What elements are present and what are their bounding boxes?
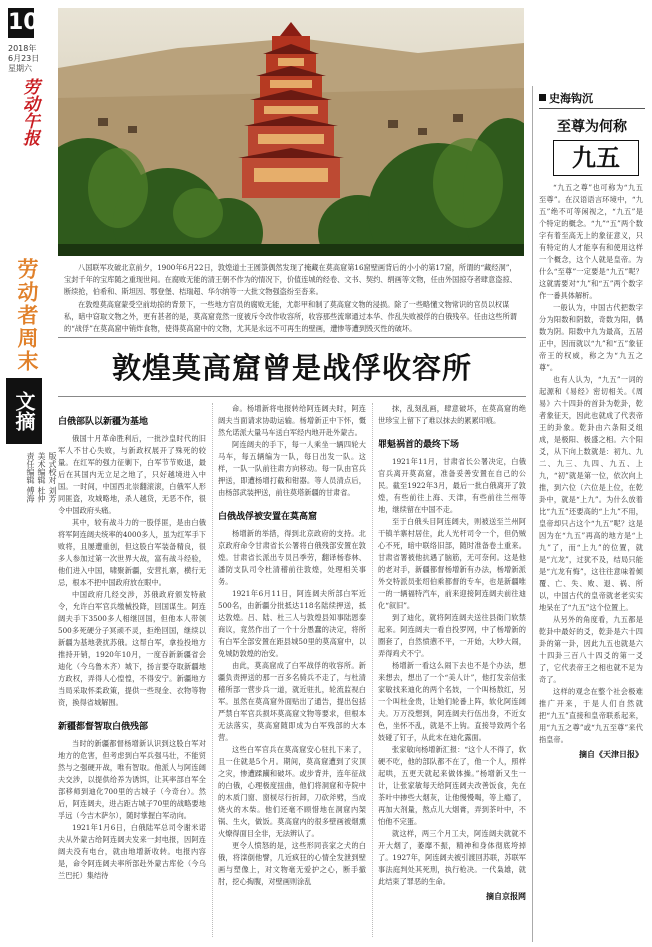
section-name: 文摘 [6, 378, 42, 444]
paragraph: 阿连阔夫的手下，每一人乘坐一辆四轮大马车，每五辆编为一队，每日出发一队。这样，一队一队前往肃方向移动。每一队由官兵押送，即遭杨增打截和钳器。等人员清点后，由杨部武装押送，前往莫塔新疆的甘肃省。 [218, 440, 366, 497]
subheading: 白俄部队以新疆为基地 [58, 417, 149, 427]
paragraph: “九五之尊”也可称为“九五至尊”。在汉语语言环境中，“九五”绝不可等闲视之，“九五”是个特定的概念。“九”“五”两个数字有着至高无上的象征意义，只有特定的人才能享有和使用这样一个概念，这个人就是皇帝。为什么“至尊”一定要是“九五”呢？这就需要对“九”和“五”两个数字作一番具体解析。 [539, 183, 643, 300]
paragraph: 这些白军官兵在莫高窟安心驻扎下来了，且一住就是5个月。期间，莫高窟遭到了灾顶之灾，惨遭蹂躏和破坏。或步背并，连年征战的白俄，心理极度扭曲，他们将洞窟和寺院中的木质门窗、窗棂尽行折卸，刀砍斧劈，当成烧火的木柴。他们还毫不顾惜地在洞窟内架锅、生火，做饭。莫高窟内的很多壁画被烟熏火燎得面目全非，无法辨认了。 [218, 745, 366, 838]
article-headline: 敦煌莫高窟曾是战俘收容所 [111, 351, 472, 385]
date-day: 6月23日 [8, 54, 40, 63]
credit-proofreader: 版式校对 刘芳 [48, 452, 57, 503]
paragraph: 一般认为，中国古代把数字分为阳数和阴数，奇数为阳，偶数为阴。阳数中九为最高，五居正中，因而就以“九”和“五”象征帝王的权威，称之为“九五之尊”。 [539, 303, 643, 372]
paragraph: 杨增新的举措，得到北京政府的支持。北京政府命令甘肃省长公署将白俄残部安置在敦煌。甘肃省长派出专员吕季劳，翻译杨春林、潘防支队司令杜清稽前往敦煌，处理相关事务。 [218, 529, 366, 586]
date-year: 2018年 [8, 44, 37, 53]
paragraph: 到了迪化，就将阿连阔夫送往县衙门软禁起来。阿连阔夫一看自投罗网，中了杨增新的圈套了，自然愤懑不平，一开始，大吵大闹，弄得鸡犬不宁。 [378, 613, 526, 658]
credit-art-editor: 美术编辑 杜仲 [37, 452, 46, 503]
column-divider [372, 403, 373, 937]
article-column-3 [378, 403, 526, 902]
issue-date [8, 44, 42, 74]
article-column-1 [58, 403, 206, 882]
subheading: 新疆都督智取白俄残部 [58, 722, 149, 732]
paragraph: 1921年6月11日，阿连阔夫所部白军近500名，由新疆分批抵达118名陆续押送，抵达敦煌。吕、陆、杜三人与敦煌县知事陆恩泰商议，竟然作出了一个十分愚蠢的决定，将所有白军全部安置在距县城50里的莫高窟中，以免城防敦煌的治安。 [218, 589, 366, 658]
paragraph: 1921年11月，甘肃省长公署决定，白俄官兵离开莫高窟，准备妥善安置在自己的公民。截至1922年3月，最后一批白俄离开了敦煌，有些前往上海、天津，有些前往兰州等地，继续留在中国不走。 [378, 457, 526, 514]
newspaper-brand-logo: 劳动午报 [19, 78, 39, 146]
mogao-caves-nine-storey-pagoda-photo [58, 8, 524, 256]
page-number: 10 [8, 8, 34, 38]
paragraph: 命。杨增新将电报转给阿连阔夫时，阿连阔夫当面请求协助运输。杨增新正中下怀，慨然允诺派大量马车送白军经内地开赴外蒙古。 [218, 404, 366, 437]
paragraph: 更令人愤怒的是，这些形同丧家之犬的白俄，将滦倒他譬，几近疯狂的心情全发泄到壁画与塑像上，对文物毫无爱护之心，断手撤肘，挖心掏腹，对壁画则涂乱 [218, 841, 366, 886]
intro-paragraph: 在敦煌莫高窟蒙受空前劫掠的背景下，一些地方官员的腐败无能，尤彰甲和制了莫高窟文物的浸损。除了一些略懂文物常识的官员以权谋私，暗中窃取文物之外，更有甚者的是，莫高窟竟然一度被斥令改作收容所，收容那些流窜通过本华、作乱失败被俘的白俄残卒。任由这些所谓的“战俘”在莫高窟中销炸食物，使得莫高窟中的文物，尤其是永远不可再生的壁画，遭惨等遭到毁灭性的破坏。 [64, 300, 517, 333]
paragraph: 至于白俄头目阿连阔夫，则被送至兰州阿干镇羊寨村居住，此人光杆司令一个，但仍贼心不死，暗中联络旧部，随时准备卷土重来。甘肃省署被他抗遇了脑筋，无可奈何。这是他的老对手，新疆都督杨增新有办法，杨增新派外交特派员张绍伯乘都督的专车，也是新疆唯一的一辆福特汽车，前来迎接阿连阔夫前往迪化“叙旧”。 [378, 517, 526, 610]
paragraph: 当时的新疆都督杨增新认识到这股白军对地方的危害，但考虑到白军兵强马壮，不能贸然与之强硬开战，唯有智取。他派人与阿连阔夫交涉，以提供给养为诱饵，让其率部自军全部移师到迪化700里的古城子（今奇台）。然后，阿连阔夫，进占距古城子70里的战略要地孚远（今吉木萨尔），随时掌握白军动向。 [58, 739, 206, 820]
sidebar-title: 至尊为何称 [557, 119, 627, 135]
paragraph: 杨增新一看这么闹下去也不是个办法，想来想去，想出了一个“美人计”，他打发亲信张家敏找来迪化的两个名妓，一个叫杨敖红，另一个叫杜金贵，让她们轮番上阵，软化阿连阔夫。万万没想到，阿连阔夫行伍出身，不近女色，坐怀不乱，就是不上钩。直接导致两个名妓碰了钉子，从此未在迪化露面。 [378, 661, 526, 742]
editor-credits [24, 452, 57, 503]
date-weekday: 星期六 [8, 64, 32, 73]
headline-top-rule [58, 337, 526, 338]
paragraph: 也有人认为，“九五”一词的起源和《易经》密切相关。《周易》六十四卦的首卦为乾卦，乾者象征天，因此也就成了代表帝王的卦象。乾卦由六条阳爻组成，是极阳、极盛之相。六个阳爻，从下向上数就是：初九、九二、九三、九四、九五、上九，“初”就是第一位，依次向上推，到六位（六位是上位，在乾卦中，就是“上九”。为什么放着比“九五”还要高的“上九”不用，皇帝却只占这个“九五”呢？这是因为在“九五”再高的地方是“上九”了，而“上九”的位置，就是“亢龙”，过犹不及，结局只能是“亢龙有悔”，这往往意味着倾覆、亡、失、败、退、祸、所以，中国古代的皇帝就老老实实地呆在了“九五”这个位置上。 [539, 375, 643, 612]
paragraph: 其中，较有战斗力的一股俘匪，是由白俄将军阿连阔夫统率的4000多人，虽为红军手下败将，且屡遭重创，但这股白军装备精良，很多人参加过第一次世界大战，富有战斗经验，他们进入中国，啸聚新疆，安营扎寨，横行无忌，根本不把中国政府放在眼中。 [58, 518, 206, 587]
sidebar-article [532, 86, 645, 942]
paragraph: 中国政府几经交涉，苏俄政府颁发特赦令，允许白军官兵缴械投降，回国谋生。阿连阔夫手下3500多人相继回国，但他本人带领500多死硬分子冥顽不灵，拒绝回国，继续以新疆为基地袭扰苏俄。这帮白军，拿捡投地方推持开销，1920年10月，一度吞新新疆省会迪化（今乌鲁木齐）城下，扬言要夺取新疆地方政权，弄得人心惶惶，不得安宁。新疆地方当局采取怀柔政策，提供一些现金、衣物等物资，换得省城解围。 [58, 590, 206, 707]
intro-paragraph: 八国联军攻破北京前夕，1900年6月22日，敦煌道士王圆箓偶然发现了掩藏在莫高窟第16窟壁画背后的小小的第17窟，所谓的“藏经洞”，宝封千年的宝库随之重现世间。在腐败无能的清王朝不作为的情况下，价值连城的经卷、文书、契约、绢画等文物，任由外国掠夺者肆意盗掠、断续抢，伯希和、斯坦因、鄂登堡、桔瑞超、华尔纳等一大批文物强盗纷至沓来。 [64, 263, 517, 296]
paragraph: 由此，莫高窟成了白军战俘的收容所。新疆负责押送的那一百多名骑兵不走了，与杜清稽所部一营步兵一道，就近驻扎，轮流监视白军。虽然在莫高窟外面贴出了通告，提出包括严禁白军官兵损坏莫高窟文物等要求，但根本无法落实，莫高窟随即成为白军残部的大本营。 [218, 661, 366, 742]
masthead-strip [0, 0, 57, 947]
article-column-2 [218, 403, 366, 888]
paragraph: 张家敏向杨增新汇报：“这个人不得了，软硬不吃，他的部队都不在了，他一个人，照样起哄，五更天就起来做体操。”杨增新又生一计，让张家敏每天给阿连阔夫改善饭食，先在茶叶中掺些大烟灰，让他慢慢喝，等上瘾了，再加大剂量，熬点儿大烟膏，弄到茶叶中，不怕他不完蛋。 [378, 745, 526, 826]
paragraph: 这样的观念在整个社会极难推广开来，于是人们自然就把“九五”直接和皇帝联系起来，用“九五之尊”或“九五至尊”来代指皇帝。 [539, 687, 643, 744]
paragraph: 俄国十月革命胜利后，一批沙皇时代的旧军人不甘心失败，与新政权展开了殊死的较量。在红军的强力征剿下，白军节节败退，最后在其国内无立足之地了，只好越境进入中国。一时间，中国西北崇翻滚滚，白俄军人形同匪盗，攻城略地，杀人越货，无恶不作，很令中国政府头痛。 [58, 434, 206, 515]
paragraph: 1921年1月6日，白俄陆军总司令谢米诺夫从外蒙古给阿连阔夫发来一封电报，因阿连阔夫没有电台，就由地增新收转。电报内容是，命令阿连阔夫率所部赴外蒙古库伦（今乌兰巴托）集结待 [58, 823, 206, 880]
sidebar-keyword: 九五 [553, 140, 639, 176]
sidebar-column-tag: 史海钩沉 [539, 90, 593, 106]
subheading: 白俄战俘被安置在莫高窟 [218, 512, 318, 522]
paragraph: 抹，乱刻乱画，肆意破坏，在莫高窟的绝世珍宝上留下了难以抹去的累累印痕。 [378, 404, 526, 425]
article-source: 摘自京报网 [486, 892, 526, 901]
column-divider [212, 403, 213, 937]
paragraph: 从另外的角度看，九五都是乾卦中最好的爻，乾卦是六十四卦的第一卦，因此九五也就是六十四卦三百八十四爻的第一爻了，它代表帝王之相也就不足为奇了。 [539, 615, 643, 684]
headline-bottom-rule [58, 396, 526, 397]
sidebar-source: 摘自《天津日报》 [579, 750, 643, 759]
sidebar-rule [539, 108, 645, 109]
paragraph: 就这样，两三个月工夫，阿连阔夫就就不开大烟了，萎靡不振，精神和身体彻底垮掉了。1927年，阿连阔夫被引渡回苏联，苏联军事法庭判处其死刑，执行枪决。一代枭雄，就此结束了罪恶的生命。 [378, 829, 526, 886]
section-title: 劳动者周末 [15, 258, 39, 373]
square-bullet-icon [539, 94, 546, 101]
sidebar-body [539, 182, 643, 760]
article-intro [64, 262, 518, 336]
subheading: 罪魁祸首的最终下场 [378, 440, 460, 450]
credit-editor: 责任编辑 傅海 [26, 452, 35, 503]
